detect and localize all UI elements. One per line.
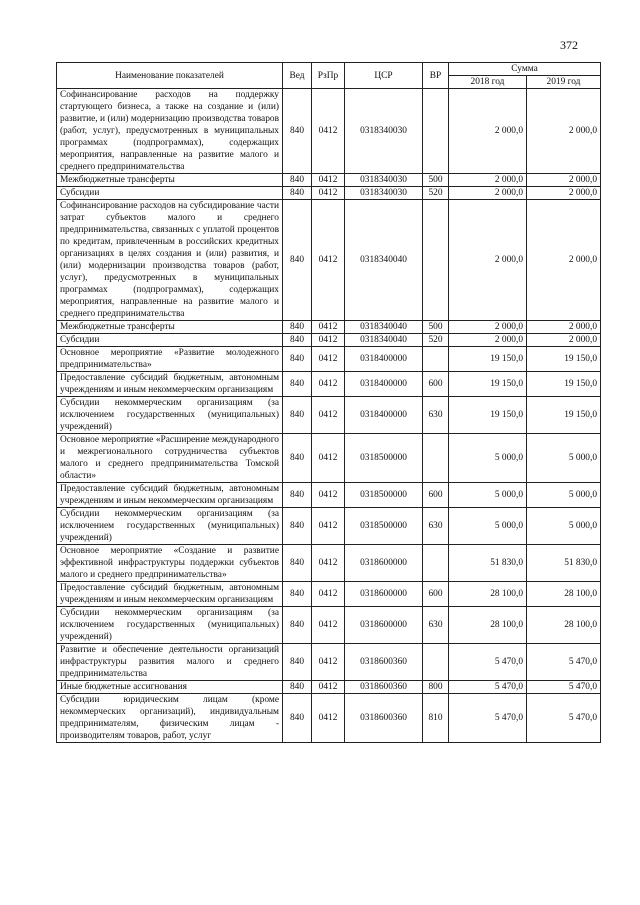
table-row <box>57 681 601 694</box>
row-2018-cell: 5 000,0 <box>449 508 527 545</box>
row-csr-cell: 0318400000 <box>345 397 423 434</box>
row-name-cell: Субсидии <box>57 334 283 347</box>
table-row <box>57 200 601 321</box>
header-rzpr: РзПр <box>312 63 345 89</box>
row-2018-cell: 28 100,0 <box>449 607 527 644</box>
row-ved-cell: 840 <box>283 545 312 582</box>
table-row <box>57 508 601 545</box>
header-2019: 2019 год <box>527 76 601 89</box>
row-vr-cell <box>423 644 449 681</box>
row-2019-cell: 28 100,0 <box>527 582 601 607</box>
row-csr-cell: 0318340040 <box>345 321 423 334</box>
row-name-cell: Субсидии юридическим лицам (кроме некоммерческих организаций), индивидуальным предпринимателям, физическим лицам - производителям товаров, работ, услуг <box>57 694 283 743</box>
row-csr-cell: 0318500000 <box>345 434 423 483</box>
row-ved-cell: 840 <box>283 582 312 607</box>
row-2019-cell: 2 000,0 <box>527 89 601 174</box>
table-header <box>57 63 601 89</box>
row-rzpr-cell: 0412 <box>312 607 345 644</box>
row-2018-cell: 19 150,0 <box>449 397 527 434</box>
row-rzpr-cell: 0412 <box>312 321 345 334</box>
row-2018-cell: 2 000,0 <box>449 200 527 321</box>
table-row <box>57 397 601 434</box>
row-2019-cell: 5 000,0 <box>527 483 601 508</box>
row-2019-cell: 5 000,0 <box>527 434 601 483</box>
row-2019-cell: 5 470,0 <box>527 694 601 743</box>
row-vr-cell: 600 <box>423 372 449 397</box>
row-2018-cell: 19 150,0 <box>449 347 527 372</box>
row-csr-cell: 0318400000 <box>345 372 423 397</box>
header-name: Наименование показателей <box>57 63 283 89</box>
row-name-cell: Субсидии некоммерческим организациям (за исключением государственных (муниципальных) учреждений) <box>57 508 283 545</box>
table-row <box>57 321 601 334</box>
table-row <box>57 582 601 607</box>
row-2018-cell: 2 000,0 <box>449 174 527 187</box>
row-name-cell: Развитие и обеспечение деятельности организаций инфраструктуры развития малого и среднего предпринимательства <box>57 644 283 681</box>
row-ved-cell: 840 <box>283 174 312 187</box>
row-2018-cell: 5 470,0 <box>449 644 527 681</box>
row-ved-cell: 840 <box>283 434 312 483</box>
row-ved-cell: 840 <box>283 483 312 508</box>
row-name-cell: Софинансирование расходов на поддержку стартующего бизнеса, а также на создание и (или) развитие, и (или) модернизацию производства товаров (работ, услуг), предусмотренных в муниципальных программах (подпрограммах), содержащих мероприятия, направленные на развитие малого и среднего предпринимательства <box>57 89 283 174</box>
row-rzpr-cell: 0412 <box>312 200 345 321</box>
row-rzpr-cell: 0412 <box>312 582 345 607</box>
header-csr: ЦСР <box>345 63 423 89</box>
row-rzpr-cell: 0412 <box>312 347 345 372</box>
row-2019-cell: 51 830,0 <box>527 545 601 582</box>
row-2019-cell: 2 000,0 <box>527 174 601 187</box>
row-vr-cell <box>423 347 449 372</box>
row-rzpr-cell: 0412 <box>312 694 345 743</box>
table-row <box>57 347 601 372</box>
row-csr-cell: 0318600360 <box>345 694 423 743</box>
table-row <box>57 545 601 582</box>
table-row <box>57 174 601 187</box>
row-csr-cell: 0318500000 <box>345 483 423 508</box>
table-row <box>57 187 601 200</box>
row-2018-cell: 28 100,0 <box>449 582 527 607</box>
row-2018-cell: 2 000,0 <box>449 187 527 200</box>
row-vr-cell: 800 <box>423 681 449 694</box>
row-rzpr-cell: 0412 <box>312 187 345 200</box>
row-ved-cell: 840 <box>283 694 312 743</box>
table-row <box>57 607 601 644</box>
row-2019-cell: 5 470,0 <box>527 681 601 694</box>
row-vr-cell: 600 <box>423 483 449 508</box>
row-2018-cell: 5 470,0 <box>449 681 527 694</box>
table-row <box>57 89 601 174</box>
row-name-cell: Иные бюджетные ассигнования <box>57 681 283 694</box>
row-2019-cell: 5 470,0 <box>527 644 601 681</box>
row-name-cell: Межбюджетные трансферты <box>57 321 283 334</box>
row-2019-cell: 19 150,0 <box>527 372 601 397</box>
row-name-cell: Предоставление субсидий бюджетным, автономным учреждениям и иным некоммерческим организациям <box>57 372 283 397</box>
row-ved-cell: 840 <box>283 397 312 434</box>
row-name-cell: Основное мероприятие «Создание и развитие эффективной инфраструктуры поддержки субъектов малого и среднего предпринимательства» <box>57 545 283 582</box>
row-rzpr-cell: 0412 <box>312 508 345 545</box>
row-name-cell: Предоставление субсидий бюджетным, автономным учреждениям и иным некоммерческим организациям <box>57 582 283 607</box>
row-ved-cell: 840 <box>283 321 312 334</box>
budget-table <box>56 62 601 743</box>
row-vr-cell <box>423 89 449 174</box>
row-vr-cell: 810 <box>423 694 449 743</box>
table-row <box>57 434 601 483</box>
row-csr-cell: 0318340040 <box>345 200 423 321</box>
row-2019-cell: 5 000,0 <box>527 508 601 545</box>
table-body <box>57 89 601 743</box>
row-csr-cell: 0318340030 <box>345 187 423 200</box>
row-2018-cell: 51 830,0 <box>449 545 527 582</box>
row-2018-cell: 2 000,0 <box>449 89 527 174</box>
row-vr-cell <box>423 545 449 582</box>
row-name-cell: Основное мероприятие «Развитие молодежного предпринимательства» <box>57 347 283 372</box>
row-rzpr-cell: 0412 <box>312 397 345 434</box>
row-vr-cell: 500 <box>423 321 449 334</box>
header-vr: ВР <box>423 63 449 89</box>
table-row <box>57 483 601 508</box>
row-ved-cell: 840 <box>283 347 312 372</box>
row-2019-cell: 2 000,0 <box>527 321 601 334</box>
row-rzpr-cell: 0412 <box>312 334 345 347</box>
row-rzpr-cell: 0412 <box>312 545 345 582</box>
row-ved-cell: 840 <box>283 200 312 321</box>
row-rzpr-cell: 0412 <box>312 174 345 187</box>
row-2019-cell: 2 000,0 <box>527 200 601 321</box>
row-vr-cell: 600 <box>423 582 449 607</box>
row-2019-cell: 19 150,0 <box>527 347 601 372</box>
row-rzpr-cell: 0412 <box>312 372 345 397</box>
row-name-cell: Межбюджетные трансферты <box>57 174 283 187</box>
row-csr-cell: 0318340030 <box>345 89 423 174</box>
row-ved-cell: 840 <box>283 607 312 644</box>
row-rzpr-cell: 0412 <box>312 681 345 694</box>
row-csr-cell: 0318600360 <box>345 681 423 694</box>
row-name-cell: Субсидии <box>57 187 283 200</box>
row-rzpr-cell: 0412 <box>312 89 345 174</box>
table-row <box>57 694 601 743</box>
row-2018-cell: 5 470,0 <box>449 694 527 743</box>
row-csr-cell: 0318340030 <box>345 174 423 187</box>
row-csr-cell: 0318600360 <box>345 644 423 681</box>
row-ved-cell: 840 <box>283 334 312 347</box>
row-2018-cell: 2 000,0 <box>449 321 527 334</box>
row-rzpr-cell: 0412 <box>312 434 345 483</box>
row-csr-cell: 0318340040 <box>345 334 423 347</box>
row-2019-cell: 2 000,0 <box>527 187 601 200</box>
row-2019-cell: 19 150,0 <box>527 397 601 434</box>
row-vr-cell: 630 <box>423 508 449 545</box>
row-vr-cell: 520 <box>423 187 449 200</box>
header-ved: Вед <box>283 63 312 89</box>
row-rzpr-cell: 0412 <box>312 483 345 508</box>
row-2018-cell: 19 150,0 <box>449 372 527 397</box>
row-2019-cell: 2 000,0 <box>527 334 601 347</box>
row-ved-cell: 840 <box>283 187 312 200</box>
row-2018-cell: 5 000,0 <box>449 434 527 483</box>
row-2018-cell: 2 000,0 <box>449 334 527 347</box>
row-name-cell: Субсидии некоммерческим организациям (за исключением государственных (муниципальных) учреждений) <box>57 607 283 644</box>
row-vr-cell <box>423 200 449 321</box>
row-ved-cell: 840 <box>283 681 312 694</box>
row-vr-cell: 520 <box>423 334 449 347</box>
table-row <box>57 334 601 347</box>
header-sum: Сумма <box>449 63 601 76</box>
row-name-cell: Софинансирование расходов на субсидирование части затрат субъектов малого и среднего предпринимательства, связанных с уплатой процентов по кредитам, привлеченным в российских кредитных организациях в целях создания и (или) развития, и (или) модернизации производства товаров (работ, услуг), предусмотренных в муниципальных программах (подпрограммах), содержащих мероприятия, направленные на развитие малого и среднего предпринимательства <box>57 200 283 321</box>
row-vr-cell: 630 <box>423 397 449 434</box>
row-ved-cell: 840 <box>283 644 312 681</box>
row-ved-cell: 840 <box>283 508 312 545</box>
row-2019-cell: 28 100,0 <box>527 607 601 644</box>
row-ved-cell: 840 <box>283 372 312 397</box>
row-csr-cell: 0318600000 <box>345 582 423 607</box>
page-number: 372 <box>560 38 578 52</box>
row-csr-cell: 0318400000 <box>345 347 423 372</box>
row-csr-cell: 0318600000 <box>345 545 423 582</box>
row-csr-cell: 0318600000 <box>345 607 423 644</box>
table-row <box>57 372 601 397</box>
table-row <box>57 644 601 681</box>
row-csr-cell: 0318500000 <box>345 508 423 545</box>
row-vr-cell <box>423 434 449 483</box>
row-2018-cell: 5 000,0 <box>449 483 527 508</box>
row-rzpr-cell: 0412 <box>312 644 345 681</box>
row-name-cell: Основное мероприятие «Расширение международного и межрегионального сотрудничества субъектов малого и среднего предпринимательства Томской области» <box>57 434 283 483</box>
row-vr-cell: 500 <box>423 174 449 187</box>
row-vr-cell: 630 <box>423 607 449 644</box>
row-ved-cell: 840 <box>283 89 312 174</box>
row-name-cell: Субсидии некоммерческим организациям (за исключением государственных (муниципальных) учреждений) <box>57 397 283 434</box>
header-2018: 2018 год <box>449 76 527 89</box>
row-name-cell: Предоставление субсидий бюджетным, автономным учреждениям и иным некоммерческим организациям <box>57 483 283 508</box>
